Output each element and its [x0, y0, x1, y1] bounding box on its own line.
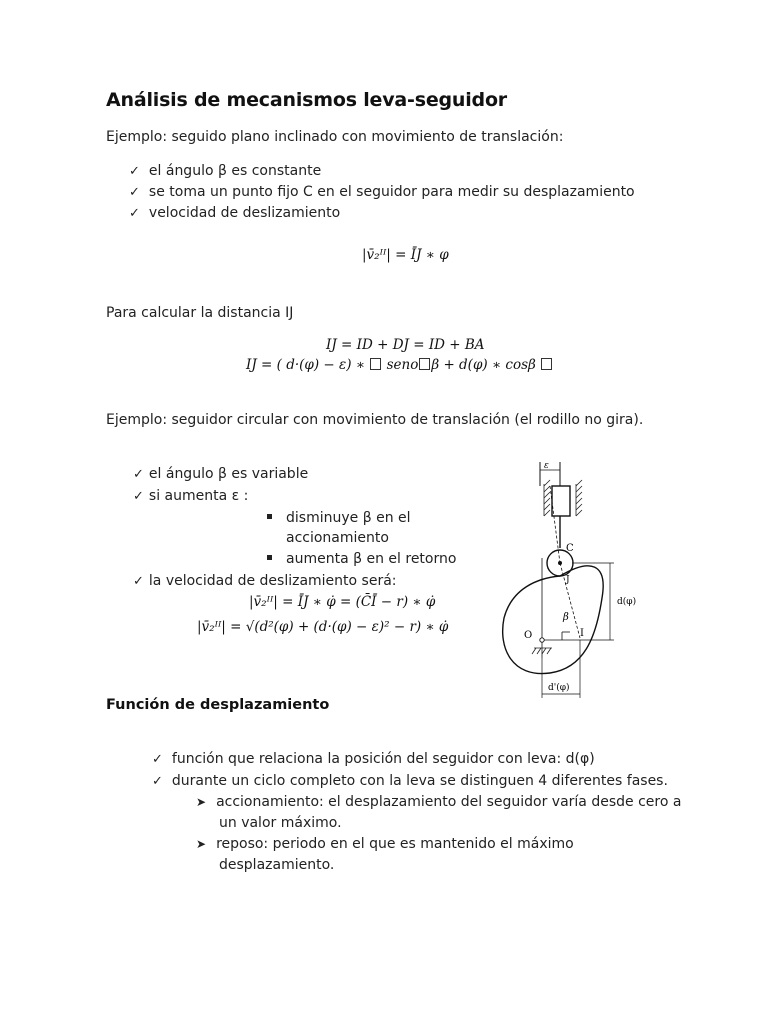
missing-glyph-box-icon — [370, 358, 381, 370]
ij-equation-2 — [246, 357, 553, 373]
label-d-phi: d(φ) — [617, 597, 637, 607]
sub-list-item — [267, 551, 456, 567]
label-c: C — [566, 543, 574, 554]
list-item-text: el ángulo β es constante — [148, 163, 322, 179]
checkmark-icon: ✓ — [129, 206, 140, 221]
list-item — [152, 751, 595, 767]
sub-list-item-text: reposo: periodo en el que es mantenido el máximo — [216, 836, 574, 852]
list-item — [133, 573, 397, 589]
checkmark-icon: ✓ — [152, 774, 163, 789]
label-o: O — [524, 630, 533, 641]
label-i: I — [580, 628, 584, 639]
list-item-text: se toma un punto fijo C en el seguidor para medir su desplazamiento — [148, 184, 635, 200]
guide-hatch-right — [576, 480, 582, 516]
list-item-text: el ángulo β es variable — [148, 466, 309, 482]
sub-list-item-continuation: accionamiento — [286, 530, 389, 546]
velocity-equation: |v̄₂ᴵᴵ| = ĪJ ∗ φ — [362, 247, 449, 263]
sliding-velocity-equation-2: |v̄₂ᴵᴵ| = √(d²(φ) + (d·(φ) − ε)² − r) ∗ φ̇ — [197, 619, 449, 635]
arrow-bullet-icon: ➤ — [196, 837, 207, 851]
sub-list-item-continuation: desplazamiento. — [219, 857, 335, 873]
checkmark-icon: ✓ — [133, 574, 144, 589]
list-item-text: durante un ciclo completo con la leva se distinguen 4 diferentes fases. — [171, 773, 668, 789]
checkmark-icon: ✓ — [133, 489, 144, 504]
list-item — [133, 488, 248, 504]
checkmark-icon: ✓ — [129, 185, 140, 200]
distance-label: Para calcular la distancia IJ — [106, 305, 294, 321]
label-j: J — [566, 575, 570, 585]
section-heading: Función de desplazamiento — [106, 697, 330, 713]
follower-body — [552, 486, 570, 516]
missing-glyph-box-icon — [541, 358, 552, 370]
list-item-text: la velocidad de deslizamiento será: — [148, 573, 397, 589]
ij-equation-2-part-b: seno — [386, 357, 419, 373]
sub-list-item — [196, 836, 574, 852]
missing-glyph-box-icon — [419, 358, 430, 370]
ij-equation-1: IJ = ID + DJ = ID + BA — [326, 337, 485, 353]
checkmark-icon: ✓ — [129, 164, 140, 179]
sub-list-item-text: accionamiento: el desplazamiento del seguidor varía desde cero a — [216, 794, 682, 810]
list-item-text: función que relaciona la posición del seguidor con leva: d(φ) — [171, 751, 595, 767]
ij-equation-2-part-c: β + d(φ) ∗ cosβ — [431, 357, 536, 373]
arrow-bullet-icon: ➤ — [196, 795, 207, 809]
epsilon-label: ε — [544, 461, 549, 471]
square-bullet-icon — [267, 514, 272, 519]
list-item-text: velocidad de deslizamiento — [148, 205, 341, 221]
list-item-text: si aumenta ε : — [148, 488, 249, 504]
guide-hatch-left — [544, 480, 550, 516]
sub-list-item-continuation: un valor máximo. — [219, 815, 342, 831]
cam-pivot — [540, 638, 544, 642]
sub-list-item — [196, 794, 681, 810]
square-bullet-icon — [267, 555, 272, 560]
list-item — [129, 163, 321, 179]
sub-list-item — [267, 510, 411, 526]
checkmark-icon: ✓ — [133, 467, 144, 482]
list-item — [133, 466, 308, 482]
list-item — [152, 773, 668, 789]
page-title: Análisis de mecanismos leva-seguidor — [106, 89, 507, 111]
cam-profile — [503, 566, 603, 674]
checkmark-icon: ✓ — [152, 752, 163, 767]
list-item — [129, 184, 635, 200]
cam-follower-diagram — [490, 458, 660, 708]
label-dprime-phi: d'(φ) — [548, 683, 570, 693]
ij-equation-2-part-a: IJ = ( d·(φ) − ε) ∗ — [246, 357, 365, 373]
example1-intro: Ejemplo: seguido plano inclinado con movimiento de translación: — [106, 129, 564, 145]
sub-list-item-text: aumenta β en el retorno — [286, 551, 457, 567]
sliding-velocity-equation-1: |v̄₂ᴵᴵ| = ĪJ ∗ φ̇ = (C̄Ī − r) ∗ φ̇ — [249, 594, 436, 610]
sub-list-item-text: disminuye β en el — [286, 510, 411, 526]
list-item — [129, 205, 340, 221]
example2-intro: Ejemplo: seguidor circular con movimiento de translación (el rodillo no gira). — [106, 412, 644, 428]
label-beta: β — [563, 612, 569, 623]
